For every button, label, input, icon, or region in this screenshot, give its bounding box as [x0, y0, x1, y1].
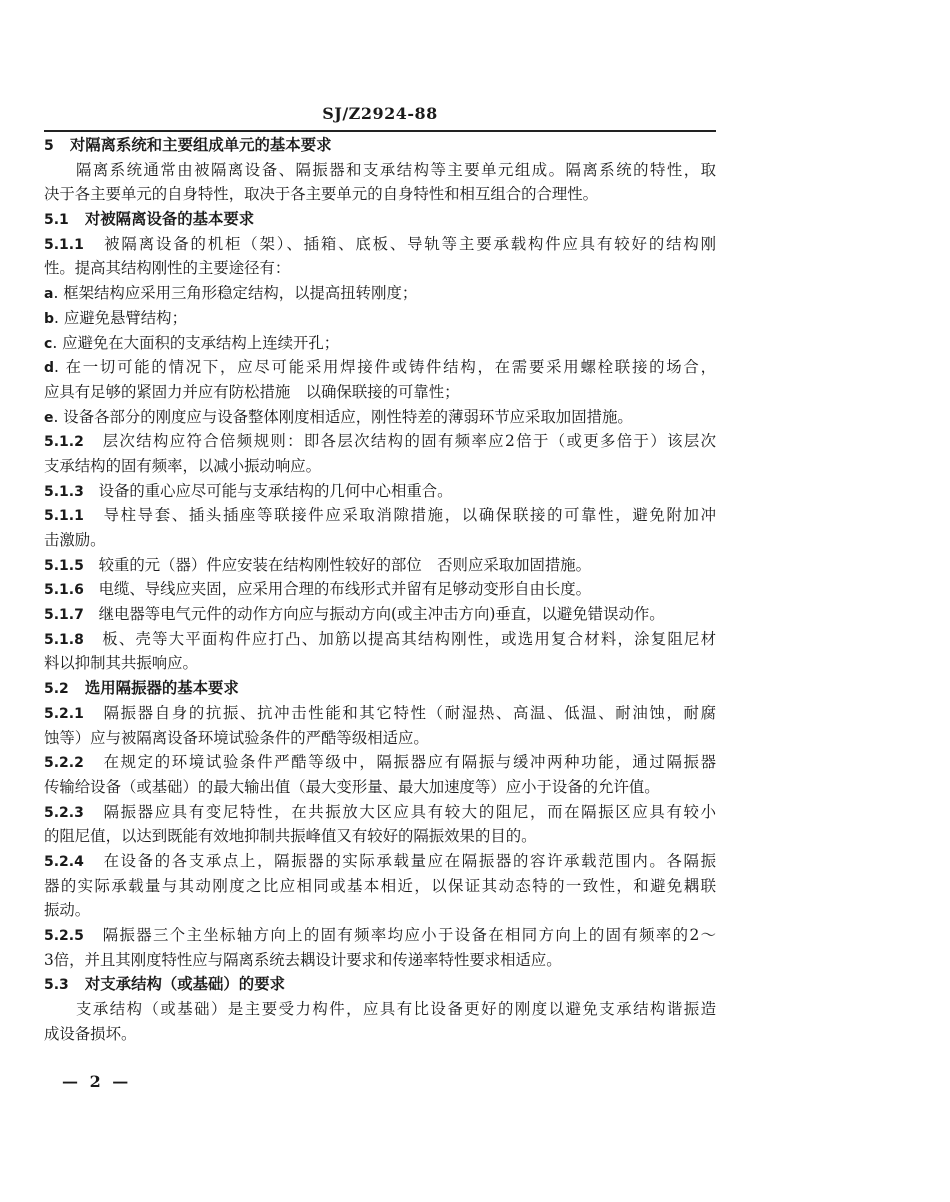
- section-title: 对隔离系统和主要组成单元的基本要求: [69, 136, 332, 154]
- clause-text: 器的实际承载量与其动刚度之比应相同或基本相近，以保证其动态特的一致性，和避免耦联: [44, 876, 716, 895]
- section-5-3-heading: [44, 972, 716, 997]
- clause-text: 3倍，并且其刚度特性应与隔离系统去耦设计要求和传递率特性要求相适应。: [44, 950, 562, 969]
- clause-5-1-3: [44, 479, 716, 504]
- paragraph-line: 隔离系统通常由被隔离设备、隔振器和支承结构等主要单元组成。隔离系统的特性，取: [76, 160, 716, 179]
- item-text: 框架结构应采用三角形稳定结构，以提高扭转刚度；: [63, 284, 418, 303]
- section-number: 5.3: [44, 977, 69, 994]
- clause-number: 5.2.2: [44, 755, 84, 772]
- clause-text: 较重的元（器）件应安装在结构刚性较好的部位 否则应采取加固措施。: [98, 555, 592, 574]
- section-number: 5.2: [44, 681, 69, 698]
- clause-text: 振动。: [44, 901, 91, 920]
- item-text: 应避免在大面积的支承结构上连续开孔；: [62, 333, 340, 352]
- clause-text: 设备的重心应尽可能与支承结构的几何中心相重合。: [98, 481, 453, 500]
- clause-5-1-7: [44, 602, 716, 627]
- list-item-b: b. 应避免悬臂结构；: [44, 308, 187, 327]
- clause-number: 5.1.1: [44, 508, 84, 525]
- section-title: 对被隔离设备的基本要求: [84, 210, 255, 229]
- clause-number: 5.1.6: [44, 582, 84, 599]
- clause-text: 层次结构应符合倍频规则：即各层次结构的固有频率应2倍于（或更多倍于）该层次: [102, 432, 716, 451]
- clause-number: 5.2.1: [44, 705, 84, 722]
- clause-text: 传输给设备（或基础）的最大输出值（最大变形量、最大加速度等）应小于设备的允许值。: [44, 777, 660, 796]
- clause-number: 5.1.8: [44, 631, 84, 648]
- page-number: — 2 —: [62, 1072, 132, 1091]
- clause-text: 蚀等）应与被隔离设备环境试验条件的严酷等级相适应。: [44, 728, 429, 747]
- clause-5-2-5: [44, 923, 716, 948]
- clause-number: 5.1.5: [44, 557, 84, 574]
- item-text: 应具有足够的紧固力并应有防松措施 以确保联接的可靠性；: [44, 382, 460, 401]
- list-item-c: c. 应避免在大面积的支承结构上连续开孔；: [44, 333, 340, 352]
- section-title: 对支承结构（或基础）的要求: [84, 975, 285, 994]
- clause-number: 5.2.3: [44, 804, 84, 821]
- paragraph-line: 决于各主要单元的自身特性，取决于各主要单元的自身特性和相互组合的合理性。: [44, 185, 599, 204]
- clause-text: 的阻尼值，以达到既能有效地抑制共振峰值又有较好的隔振效果的目的。: [44, 827, 537, 846]
- clause-number: 5.1.1: [44, 236, 84, 253]
- clause-text: 隔振器应具有变尼特性，在共振放大区应具有较大的阻尼，而在隔振区应具有较小: [103, 802, 716, 821]
- document-body: [44, 133, 716, 1046]
- item-letter: d: [44, 360, 55, 377]
- item-text: 应避免悬臂结构；: [63, 308, 187, 327]
- list-item-e: e. 设备各部分的刚度应与设备整体刚度相适应，刚性特差的薄弱环节应采取加固措施。: [44, 407, 633, 426]
- clause-5-2-1: [44, 701, 716, 726]
- clause-number: 5.1.3: [44, 483, 84, 500]
- item-letter: b: [44, 310, 55, 327]
- clause-text: 性。提高其结构刚性的主要途径有：: [44, 259, 291, 278]
- clause-number: 5.2.5: [44, 928, 84, 944]
- item-letter: a: [44, 286, 54, 303]
- clause-text: 料以抑制其共振响应。: [44, 654, 198, 673]
- section-5-2-heading: [44, 676, 716, 701]
- clause-5-1-8: [44, 627, 716, 652]
- section-5-heading: [44, 133, 716, 158]
- standard-code-header: SJ/Z2924-88: [322, 104, 438, 123]
- clause-5-2-3: [44, 800, 716, 825]
- clause-text: 导柱导套、插头插座等联接件应采取消隙措施，以确保联接的可靠性，避免附加冲: [103, 506, 716, 525]
- clause-text: 电缆、导线应夹固，应采用合理的布线形式并留有足够动变形自由长度。: [98, 580, 592, 599]
- clause-5-2-2: [44, 750, 716, 775]
- clause-text: 被隔离设备的机柜（架）、插箱、底板、导轨等主要承载构件应具有较好的结构刚: [104, 234, 716, 253]
- clause-text: 隔振器三个主坐标轴方向上的固有频率均应小于设备在相同方向上的固有频率的2～: [102, 926, 716, 944]
- clause-number: 5.1.7: [44, 607, 84, 624]
- item-letter: e: [44, 409, 54, 426]
- section-number: 5.1: [44, 212, 69, 229]
- clause-5-1-4: [44, 503, 716, 528]
- clause-5-1-6: [44, 577, 716, 602]
- header-rule: [44, 130, 716, 132]
- clause-text: 板、壳等大平面构件应打凸、加筋以提高其结构刚性，或选用复合材料，涂复阻尼材: [102, 629, 716, 648]
- list-item-d: d. 在一切可能的情况下，应尽可能采用焊接件或铸件结构，在需要采用螺栓联接的场合，: [44, 358, 716, 377]
- paragraph-line: 成设备损坏。: [44, 1024, 137, 1043]
- section-number: 5: [44, 138, 54, 154]
- clause-5-1-5: [44, 553, 716, 578]
- paragraph-line: 支承结构（或基础）是主要受力构件，应具有比设备更好的刚度以避免支承结构谐振造: [76, 1000, 716, 1019]
- clause-number: 5.1.2: [44, 434, 84, 451]
- clause-number: 5.2.4: [44, 853, 84, 870]
- clause-5-1-1: [44, 232, 716, 257]
- section-5-1-heading: [44, 207, 716, 232]
- item-letter: c: [44, 335, 53, 352]
- item-text: 在一切可能的情况下，应尽可能采用焊接件或铸件结构，在需要采用螺栓联接的场合，: [65, 358, 716, 377]
- clause-5-2-4: [44, 849, 716, 874]
- clause-text: 隔振器自身的抗振、抗冲击性能和其它特性（耐湿热、高温、低温、耐油蚀，耐腐: [103, 703, 716, 722]
- clause-text: 在设备的各支承点上，隔振器的实际承载量应在隔振器的容许承载范围内。各隔振: [103, 851, 716, 870]
- clause-text: 支承结构的固有频率，以减小振动响应。: [44, 456, 322, 475]
- clause-text: 在规定的环境试验条件严酷等级中，隔振器应有隔振与缓冲两种功能，通过隔振器: [103, 753, 716, 772]
- clause-text: 击激励。: [44, 531, 106, 549]
- list-item-a: a. 框架结构应采用三角形稳定结构，以提高扭转刚度；: [44, 284, 418, 303]
- clause-5-1-2: [44, 429, 716, 454]
- item-text: 设备各部分的刚度应与设备整体刚度相适应，刚性特差的薄弱环节应采取加固措施。: [63, 407, 633, 426]
- clause-text: 继电器等电气元件的动作方向应与振动方向(或主冲击方向)垂直，以避免错误动作。: [98, 605, 665, 624]
- section-title: 选用隔振器的基本要求: [84, 679, 239, 698]
